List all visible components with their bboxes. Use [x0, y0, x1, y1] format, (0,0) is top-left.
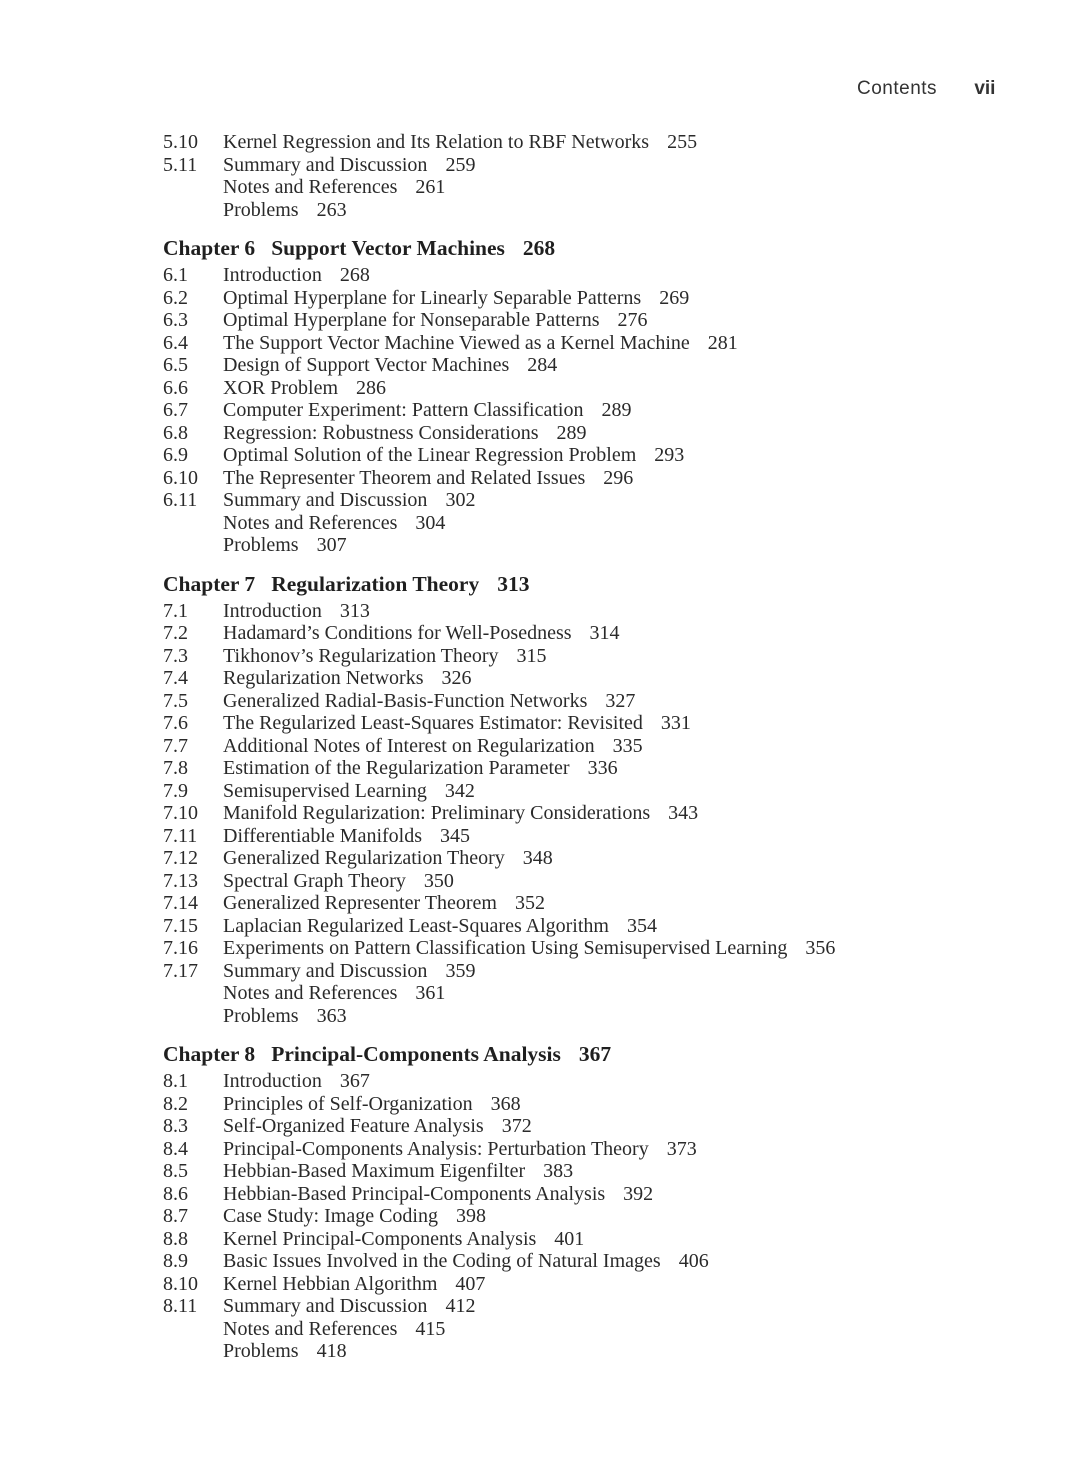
section-page: 261	[415, 176, 446, 198]
section-title-line	[223, 1273, 485, 1296]
section-page: 415	[415, 1317, 446, 1340]
toc-entry	[163, 131, 1043, 154]
section-page: 363	[316, 1004, 347, 1027]
section-number: 7.3	[163, 644, 188, 667]
section-title-line	[223, 915, 657, 938]
section-title: Regularization Networks	[223, 667, 424, 689]
section-page: 356	[805, 937, 836, 959]
section-number: 7.12	[163, 847, 198, 869]
toc-entry	[163, 982, 1043, 1005]
toc-entry	[163, 399, 1043, 422]
section-page: 352	[514, 892, 545, 914]
section-page: 255	[667, 131, 698, 153]
section-title-line	[223, 982, 445, 1005]
section-title-line	[223, 757, 618, 780]
section-page: 418	[316, 1340, 347, 1362]
toc-entry	[163, 467, 1043, 490]
section-title: Hebbian-Based Maximum Eigenfilter	[223, 1160, 526, 1182]
section-title-line	[223, 422, 587, 445]
section-page: 336	[587, 757, 618, 779]
toc-entry	[163, 1228, 1043, 1251]
toc-entry	[163, 1115, 1043, 1138]
section-number: 7.4	[163, 667, 188, 689]
section-number: 6.5	[163, 354, 188, 376]
toc-entry	[163, 1340, 1043, 1363]
table-of-contents	[163, 131, 1043, 1363]
section-number: 8.7	[163, 1205, 188, 1227]
section-number: 5.10	[163, 131, 198, 153]
section-title: Case Study: Image Coding	[223, 1205, 438, 1227]
toc-entry	[163, 960, 1043, 983]
section-page: 259	[445, 153, 476, 176]
section-number: 6.3	[163, 309, 188, 331]
section-title: Problems	[223, 1004, 299, 1027]
section-title-line	[223, 354, 557, 377]
section-title-line	[223, 667, 472, 690]
section-page: 345	[440, 824, 471, 847]
toc-entry	[163, 937, 1043, 960]
section-title: The Representer Theorem and Related Issues	[223, 466, 586, 489]
section-page: 373	[666, 1137, 697, 1160]
section-title: Hebbian-Based Principal-Components Analysis	[223, 1182, 606, 1205]
section-number: 7.8	[163, 757, 188, 779]
toc-entry	[163, 780, 1043, 803]
toc-entry	[163, 422, 1043, 445]
section-title: The Regularized Least-Squares Estimator: Revisited	[223, 712, 643, 734]
section-title-line	[223, 1295, 475, 1318]
section-title: Differentiable Manifolds	[223, 824, 423, 847]
section-title: XOR Problem	[223, 376, 338, 399]
section-page: 263	[316, 198, 347, 221]
toc-entry	[163, 264, 1043, 287]
toc-entry	[163, 1160, 1043, 1183]
chapter-heading	[163, 1040, 1043, 1068]
section-page: 407	[455, 1272, 486, 1295]
section-title-line	[223, 154, 475, 177]
section-number: 7.6	[163, 712, 188, 734]
section-number: 7.13	[163, 869, 198, 892]
section-number: 5.11	[163, 153, 198, 176]
toc-entry	[163, 534, 1043, 557]
chapter-label: Chapter 7	[163, 571, 256, 596]
section-title-line	[223, 1005, 347, 1028]
section-title-line	[223, 1160, 573, 1183]
toc-entry	[163, 377, 1043, 400]
toc-entry	[163, 1318, 1043, 1341]
section-page: 307	[316, 534, 347, 556]
section-title-line	[223, 332, 738, 355]
section-page: 401	[554, 1227, 585, 1250]
section-number: 6.10	[163, 466, 198, 489]
toc-entry	[163, 1250, 1043, 1273]
toc-entry	[163, 1273, 1043, 1296]
section-title-line	[223, 712, 691, 735]
section-page: 326	[441, 667, 472, 689]
section-title: Generalized Radial-Basis-Function Networks	[223, 689, 588, 712]
section-title-line	[223, 892, 545, 915]
section-title: The Support Vector Machine Viewed as a Kernel Machine	[223, 331, 690, 354]
section-title-line	[223, 444, 684, 467]
running-head	[857, 78, 995, 100]
chapter-label: Chapter 6	[163, 236, 256, 260]
section-number: 6.6	[163, 376, 188, 399]
section-title-line	[223, 870, 454, 893]
section-title: Notes and References	[223, 511, 398, 534]
section-title-line	[223, 802, 698, 825]
chapter-page: 367	[578, 1042, 612, 1066]
section-page: 350	[423, 869, 454, 892]
section-number: 6.4	[163, 331, 188, 354]
section-title: Problems	[223, 1340, 299, 1362]
section-page: 348	[522, 847, 553, 869]
section-title-line	[223, 960, 475, 983]
section-number: 7.16	[163, 937, 198, 959]
toc-entry	[163, 645, 1043, 668]
chapter-page: 313	[497, 571, 530, 596]
section-page: 289	[556, 421, 587, 444]
section-page: 276	[617, 309, 648, 331]
toc-entry	[163, 1138, 1043, 1161]
toc-entry	[163, 915, 1043, 938]
section-number: 8.1	[163, 1070, 188, 1092]
section-page: 304	[415, 511, 446, 534]
section-number: 6.1	[163, 264, 188, 286]
chapter-label: Chapter 8	[163, 1042, 256, 1066]
section-title-line	[223, 1138, 697, 1161]
section-page: 331	[660, 712, 691, 734]
section-number: 7.14	[163, 892, 198, 914]
toc-entry	[163, 802, 1043, 825]
section-title: Summary and Discussion	[223, 153, 428, 176]
toc-entry	[163, 667, 1043, 690]
section-title: Summary and Discussion	[223, 959, 428, 982]
section-number: 6.8	[163, 421, 188, 444]
section-number: 7.10	[163, 802, 198, 824]
section-page: 314	[589, 622, 620, 644]
toc-entry	[163, 154, 1043, 177]
section-page: 327	[605, 689, 636, 712]
section-title-line	[223, 1115, 532, 1138]
section-number: 8.9	[163, 1250, 188, 1272]
toc-entry	[163, 512, 1043, 535]
section-title-line	[223, 309, 648, 332]
section-title-line	[223, 199, 347, 222]
section-title-line	[223, 1070, 370, 1093]
section-title-line	[223, 534, 347, 557]
section-title: Self-Organized Feature Analysis	[223, 1115, 484, 1137]
toc-entry	[163, 892, 1043, 915]
section-page: 383	[543, 1160, 574, 1182]
section-page: 343	[668, 802, 699, 824]
section-page: 359	[445, 959, 476, 982]
section-page: 372	[501, 1115, 532, 1137]
section-title: Experiments on Pattern Classification Using Semisupervised Learning	[223, 937, 788, 959]
running-head-title: Contents	[857, 78, 938, 99]
section-number: 8.8	[163, 1227, 188, 1250]
section-number: 8.11	[163, 1295, 198, 1317]
toc-entry	[163, 600, 1043, 623]
section-title: Introduction	[223, 599, 322, 622]
section-title-line	[223, 937, 835, 960]
section-title: Notes and References	[223, 1317, 398, 1340]
section-number: 7.15	[163, 914, 198, 937]
section-number: 8.4	[163, 1137, 188, 1160]
section-title: Kernel Regression and Its Relation to RBF Networks	[223, 131, 650, 153]
section-title: Hadamard’s Conditions for Well-Posedness	[223, 622, 572, 644]
section-title-line	[223, 1093, 521, 1116]
section-page: 289	[601, 399, 632, 421]
section-title-line	[223, 735, 643, 758]
section-number: 7.11	[163, 824, 198, 847]
section-title-line	[223, 489, 475, 512]
chapter-heading	[163, 234, 1043, 262]
section-number: 8.6	[163, 1182, 188, 1205]
section-title: Kernel Principal-Components Analysis	[223, 1227, 537, 1250]
section-page: 398	[455, 1205, 486, 1227]
chapter-title: Principal-Components Analysis	[271, 1042, 561, 1066]
section-title: Kernel Hebbian Algorithm	[223, 1272, 438, 1295]
toc-entry	[163, 1183, 1043, 1206]
section-title-line	[223, 512, 445, 535]
toc-entry	[163, 287, 1043, 310]
section-title-line	[223, 847, 553, 870]
section-page: 412	[445, 1295, 476, 1317]
section-title-line	[223, 287, 689, 310]
section-title-line	[223, 1205, 486, 1228]
section-page: 313	[339, 599, 370, 622]
section-title: Tikhonov’s Regularization Theory	[223, 644, 499, 667]
section-title: Computer Experiment: Pattern Classification	[223, 399, 584, 421]
section-page: 269	[659, 286, 690, 309]
toc-entry	[163, 1205, 1043, 1228]
section-title-line	[223, 1340, 347, 1363]
section-title-line	[223, 645, 547, 668]
section-page: 367	[339, 1070, 370, 1092]
section-number: 8.5	[163, 1160, 188, 1182]
section-page: 302	[445, 489, 476, 511]
section-number: 8.10	[163, 1272, 198, 1295]
section-title: Introduction	[223, 1070, 322, 1092]
section-title: Generalized Representer Theorem	[223, 892, 497, 914]
section-page: 361	[415, 982, 446, 1004]
section-title-line	[223, 1318, 445, 1341]
section-title: Design of Support Vector Machines	[223, 354, 510, 376]
section-number: 7.9	[163, 779, 188, 802]
section-title: Regression: Robustness Considerations	[223, 421, 539, 444]
section-number: 6.2	[163, 286, 188, 309]
section-title: Principal-Components Analysis: Perturbation Theory	[223, 1137, 649, 1160]
section-number: 7.17	[163, 959, 198, 982]
toc-entry	[163, 1070, 1043, 1093]
toc-entry	[163, 1295, 1043, 1318]
section-page: 392	[623, 1182, 654, 1205]
section-title: Optimal Solution of the Linear Regression Problem	[223, 444, 637, 466]
section-title-line	[223, 467, 633, 490]
toc-entry	[163, 735, 1043, 758]
section-title-line	[223, 1250, 709, 1273]
section-title-line	[223, 131, 697, 154]
section-title-line	[223, 1228, 584, 1251]
toc-entry	[163, 757, 1043, 780]
section-title: Problems	[223, 198, 299, 221]
toc-entry	[163, 354, 1043, 377]
section-title-line	[223, 825, 470, 848]
section-page: 293	[654, 444, 685, 466]
section-title: Summary and Discussion	[223, 489, 428, 511]
toc-entry	[163, 690, 1043, 713]
toc-entry	[163, 712, 1043, 735]
toc-entry	[163, 176, 1043, 199]
toc-entry	[163, 1093, 1043, 1116]
chapter-title: Regularization Theory	[271, 571, 480, 596]
section-page: 406	[678, 1250, 709, 1272]
section-page: 335	[612, 734, 643, 757]
toc-entry	[163, 199, 1043, 222]
section-page: 368	[490, 1092, 521, 1115]
section-number: 6.11	[163, 489, 198, 511]
section-number: 7.1	[163, 599, 188, 622]
toc-entry	[163, 825, 1043, 848]
section-title: Notes and References	[223, 982, 398, 1004]
section-number: 7.7	[163, 734, 188, 757]
section-title: Optimal Hyperplane for Linearly Separable Patterns	[223, 286, 642, 309]
toc-entry	[163, 870, 1043, 893]
section-title: Generalized Regularization Theory	[223, 847, 505, 869]
section-title-line	[223, 176, 445, 199]
section-title: Problems	[223, 534, 299, 556]
page-number: vii	[974, 78, 996, 99]
toc-entry	[163, 309, 1043, 332]
section-title-line	[223, 690, 635, 713]
toc-entry	[163, 489, 1043, 512]
section-title: Summary and Discussion	[223, 1295, 428, 1317]
section-number: 7.2	[163, 622, 188, 644]
section-title: Laplacian Regularized Least-Squares Algorithm	[223, 914, 609, 937]
section-title: Notes and References	[223, 176, 398, 198]
section-page: 296	[603, 466, 634, 489]
section-title-line	[223, 600, 370, 623]
section-title: Estimation of the Regularization Parameter	[223, 757, 570, 779]
section-title: Basic Issues Involved in the Coding of Natural Images	[223, 1250, 661, 1272]
section-title: Spectral Graph Theory	[223, 869, 406, 892]
section-number: 6.9	[163, 444, 188, 466]
section-title-line	[223, 377, 386, 400]
section-title-line	[223, 264, 370, 287]
section-title-line	[223, 780, 475, 803]
toc-entry	[163, 622, 1043, 645]
section-number: 8.2	[163, 1092, 188, 1115]
section-number: 7.5	[163, 689, 188, 712]
section-page: 268	[339, 264, 370, 286]
section-page: 286	[356, 376, 386, 399]
section-page: 342	[444, 779, 475, 802]
section-title: Introduction	[223, 264, 322, 286]
section-number: 6.7	[163, 399, 188, 421]
section-title: Optimal Hyperplane for Nonseparable Patterns	[223, 309, 600, 331]
toc-entry	[163, 444, 1043, 467]
chapter-title: Support Vector Machines	[271, 236, 505, 260]
section-title: Principles of Self-Organization	[223, 1092, 473, 1115]
chapter-heading	[163, 570, 1043, 598]
section-title: Additional Notes of Interest on Regularization	[223, 734, 595, 757]
chapter-page: 268	[522, 236, 556, 260]
section-title: Semisupervised Learning	[223, 779, 427, 802]
section-page: 354	[626, 914, 657, 937]
section-number: 8.3	[163, 1115, 188, 1137]
section-title-line	[223, 622, 620, 645]
toc-entry	[163, 1005, 1043, 1028]
section-title-line	[223, 399, 631, 422]
section-page: 315	[516, 644, 547, 667]
section-title-line	[223, 1183, 653, 1206]
toc-entry	[163, 847, 1043, 870]
section-page: 281	[707, 331, 738, 354]
toc-entry	[163, 332, 1043, 355]
section-title: Manifold Regularization: Preliminary Considerations	[223, 802, 651, 824]
section-page: 284	[527, 354, 558, 376]
